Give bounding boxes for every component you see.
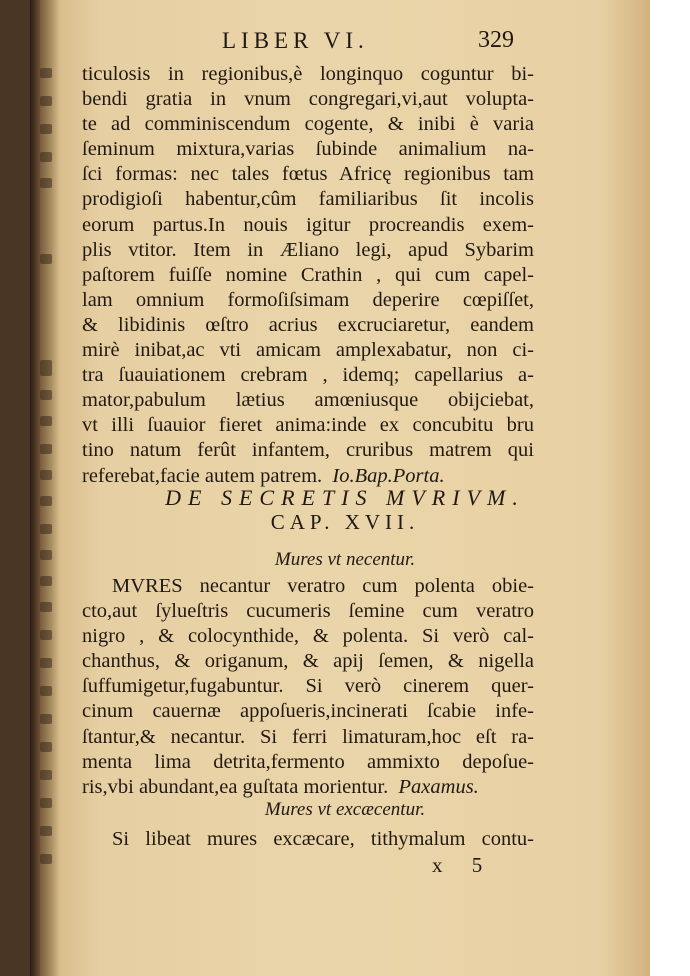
text-line: nigro , & colocynthide, & polenta. Si verò cal-: [82, 625, 534, 648]
text-line: eorum partus.In nouis igitur procreandis exem-: [82, 213, 534, 236]
text-line: te ad comminiscendum cogente, & inibi è varia: [82, 113, 534, 136]
source-reference: Io.Bap.Porta.: [332, 464, 445, 487]
text-line: chanthus, & origanum, & apij ſemen, & nigella: [82, 650, 534, 673]
text-line: MVRES necantur veratro cum polenta obie-: [112, 575, 534, 597]
text-line: Si libeat mures excæcare, tithymalum contu-: [112, 828, 534, 850]
subheading-2: Mures vt excæcentur.: [264, 799, 426, 820]
paragraph-3: [82, 827, 534, 852]
bleed-through-marks: [40, 40, 58, 900]
text-line: tra ſuauiationem crebram , idemq; capellarius a-: [82, 364, 534, 387]
text-line: lam omnium formoſiſsimam deperire cœpiſſet,: [82, 288, 534, 311]
running-head: LIBER VI.: [222, 28, 369, 53]
text-line: plis vtitor. Item in Æliano legi, apud Sybarim: [82, 238, 534, 261]
text-line: ſuffumigetur,fugabuntur. Si verò cinerem quer-: [82, 675, 534, 698]
text-line: cto,aut ſylueſtris cucumeris ſemine cum veratro: [82, 600, 534, 623]
text-line: & libidinis œſtro acrius excruciaretur, eandem: [82, 313, 534, 336]
page-number: 329: [478, 27, 514, 53]
subheading-1: Mures vt necentur.: [274, 549, 416, 570]
text-line: vt illi ſuauior fieret anima:inde ex concubitu bru: [82, 414, 534, 437]
text-line: paſtorem fuiſſe nomine Crathin , qui cum capel-: [82, 263, 534, 286]
paragraph-2-last-line: ris,vbi abundant,ea guſtata morientur.: [82, 775, 389, 798]
text-line: mator,pabulum lætius amœniusque obijciebat,: [82, 389, 534, 412]
text-line: menta lima detrita,fermento ammixto depoſue-: [82, 750, 534, 773]
paragraph-1: [82, 62, 534, 489]
text-line: ſci formas: nec tales fœtus Africę regionibus tam: [82, 163, 534, 186]
text-line: ſtantur,& necantur. Si ferri limaturam,hoc eſt ra-: [82, 725, 534, 748]
source-reference: Paxamus.: [398, 775, 479, 798]
signature-mark: x 5: [432, 853, 495, 877]
text-line: cinum cauernæ appoſueris,incinerati ſcabie infe-: [82, 700, 534, 723]
chapter-number: CAP. XVII.: [270, 510, 420, 534]
text-line: ſeminum mixtura,varias ſubinde animalium na-: [82, 138, 534, 161]
text-line: prodigioſi habentur,cûm familiaribus ſit incolis: [82, 188, 534, 211]
text-line: ticulosis in regionibus,è longinquo coguntur bi-: [82, 63, 534, 85]
text-line: tino natum ferût infantem, cruribus matrem qui: [82, 439, 534, 462]
paragraph-2: [82, 574, 534, 800]
text-line: [82, 775, 534, 800]
paragraph-1-last-line: referebat,facie autem patrem.: [82, 464, 323, 487]
text-line: bendi gratia in vnum congregari,vi,aut volupta-: [82, 88, 534, 111]
text-line: mirè inibat,ac vti amicam amplexabatur, non ci-: [82, 339, 534, 362]
chapter-title: DE SECRETIS MVRIVM.: [165, 485, 525, 510]
